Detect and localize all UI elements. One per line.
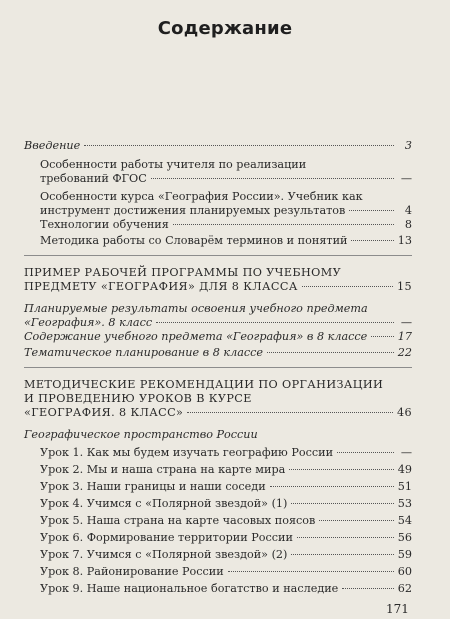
toc-lesson-label: Урок 1. Как мы будем изучать географию России (40, 446, 334, 459)
toc-lesson (40, 565, 412, 579)
leader-dots (349, 210, 394, 211)
toc-entry-line: Методика работы со Словарём терминов и понятий (40, 234, 348, 247)
leader-dots (297, 537, 394, 538)
leader-dots (187, 412, 393, 413)
toc-section-line: И ПРОВЕДЕНИЮ УРОКОВ В КУРСЕ (24, 392, 252, 405)
toc-page-number: 8 (404, 218, 412, 231)
toc-page-number: 51 (397, 480, 412, 493)
leader-dots (319, 520, 393, 521)
toc-page-number: 54 (397, 514, 412, 527)
toc-lesson (40, 548, 412, 562)
leader-dots (228, 571, 394, 572)
toc-entry (40, 190, 412, 218)
toc-page-number: 62 (397, 582, 412, 595)
leader-dots (302, 286, 393, 287)
toc-entry-label: Введение (24, 139, 81, 152)
toc-page-number: 22 (397, 346, 412, 359)
toc-lesson (40, 531, 412, 545)
toc-entry (24, 330, 412, 344)
toc-section-program (24, 266, 412, 294)
toc-page-number: 15 (396, 280, 412, 293)
toc-lesson (40, 497, 412, 511)
toc-entry-line: требований ФГОС (40, 172, 147, 185)
toc-lesson-label: Урок 9. Наше национальное богатство и наследие (40, 582, 339, 595)
toc-entry-line: Особенности курса «География России». Учебник как (40, 190, 363, 203)
toc-lesson-label: Урок 7. Учимся с «Полярной звездой» (2) (40, 548, 288, 561)
toc-page-number: 4 (404, 204, 412, 217)
toc-page-number: 17 (397, 330, 412, 343)
leader-dots (371, 336, 393, 337)
toc-lesson-label: Урок 2. Мы и наша страна на карте мира (40, 463, 286, 476)
toc-lesson-label: Урок 3. Наши границы и наши соседи (40, 480, 266, 493)
toc-entry (40, 234, 412, 248)
toc-lesson-label: Урок 4. Учимся с «Полярной звездой» (1) (40, 497, 288, 510)
leader-dots (337, 452, 394, 453)
toc-entry-line: «География». 8 класс (24, 316, 153, 329)
toc-lesson-label: Урок 6. Формирование территории России (40, 531, 293, 544)
toc-entry-line: Тематическое планирование в 8 классе (24, 346, 264, 359)
page-number: 171 (386, 602, 409, 616)
toc-lesson (40, 514, 412, 528)
toc-entry-line: Планируемые результаты освоения учебного предмета (24, 302, 368, 315)
toc-section-methods (24, 378, 412, 420)
toc-section-line: «ГЕОГРАФИЯ. 8 КЛАСС» (24, 406, 184, 419)
leader-dots (156, 322, 394, 323)
toc-entry-line: Особенности работы учителя по реализации (40, 158, 307, 171)
leader-dots (151, 178, 394, 179)
toc-lesson-label: Урок 8. Районирование России (40, 565, 224, 578)
page-title: Содержание (157, 18, 293, 39)
toc-lesson (40, 463, 412, 477)
toc-page-number: — (400, 316, 412, 329)
leader-dots (84, 145, 394, 146)
toc-subheading-label: Географическое пространство России (24, 428, 258, 441)
leader-dots (291, 554, 393, 555)
leader-dots (289, 469, 393, 470)
toc-entry (40, 218, 412, 232)
toc-lesson (40, 446, 412, 460)
toc-page-number: 3 (404, 139, 412, 152)
toc-page-number: — (400, 172, 412, 185)
toc-entry-line: Содержание учебного предмета «География» в 8 классе (24, 330, 368, 343)
toc-section-line: ПРИМЕР РАБОЧЕЙ ПРОГРАММЫ ПО УЧЕБНОМУ (24, 266, 342, 279)
leader-dots (173, 224, 394, 225)
toc-page-number: 56 (397, 531, 412, 544)
toc-page-number: 60 (397, 565, 412, 578)
toc-page-number: — (400, 446, 412, 459)
toc-entry-intro (24, 139, 412, 153)
section-divider (24, 255, 412, 256)
toc-page-number: 46 (396, 406, 412, 419)
toc-lesson-label: Урок 5. Наша страна на карте часовых поясов (40, 514, 316, 527)
leader-dots (270, 486, 394, 487)
toc-entry (24, 302, 412, 330)
leader-dots (342, 588, 393, 589)
toc-subheading (24, 428, 412, 442)
toc-entry (24, 346, 412, 360)
section-divider (24, 367, 412, 368)
toc-lesson (40, 582, 412, 596)
toc-entry-line: инструмент достижения планируемых результатов (40, 204, 346, 217)
toc-lesson (40, 480, 412, 494)
leader-dots (291, 503, 393, 504)
toc-page-number: 53 (397, 497, 412, 510)
toc-page-number: 59 (397, 548, 412, 561)
toc-entry-line: Технологии обучения (40, 218, 169, 231)
toc-page-number: 49 (397, 463, 412, 476)
toc-page-number: 13 (397, 234, 412, 247)
toc-section-line: МЕТОДИЧЕСКИЕ РЕКОМЕНДАЦИИ ПО ОРГАНИЗАЦИИ (24, 378, 384, 391)
toc-section-line: ПРЕДМЕТУ «ГЕОГРАФИЯ» ДЛЯ 8 КЛАССА (24, 280, 298, 293)
leader-dots (267, 352, 394, 353)
toc-entry (40, 158, 412, 186)
leader-dots (351, 240, 393, 241)
